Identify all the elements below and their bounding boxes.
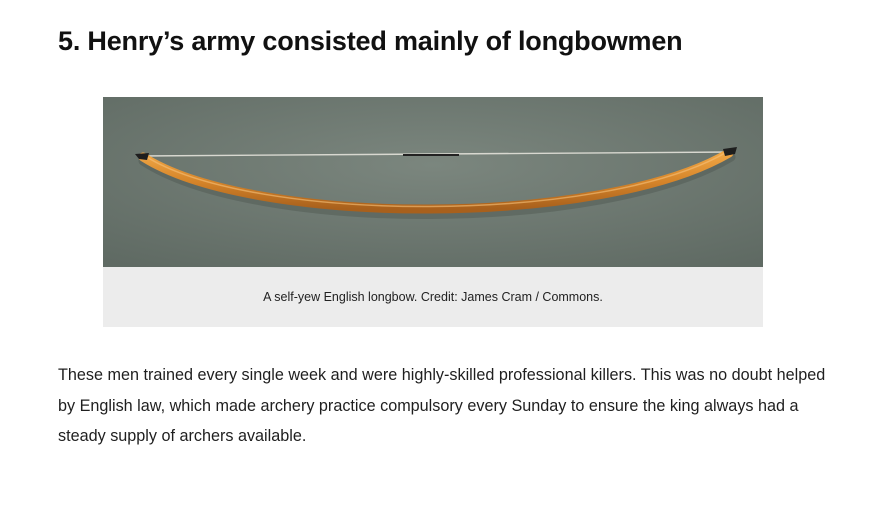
- section-heading: 5. Henry’s army consisted mainly of longbowmen: [58, 26, 683, 56]
- figure: [103, 97, 763, 327]
- article-paragraph: These men trained every single week and were highly-skilled professional killers. This was no doubt helped by English law, which made archery practice compulsory every Sunday to ensure the king always had a steady supply of archers available.: [58, 366, 826, 445]
- figure-caption: A self-yew English longbow. Credit: James Cram / Commons.: [263, 290, 603, 304]
- longbow-photo: [103, 97, 763, 267]
